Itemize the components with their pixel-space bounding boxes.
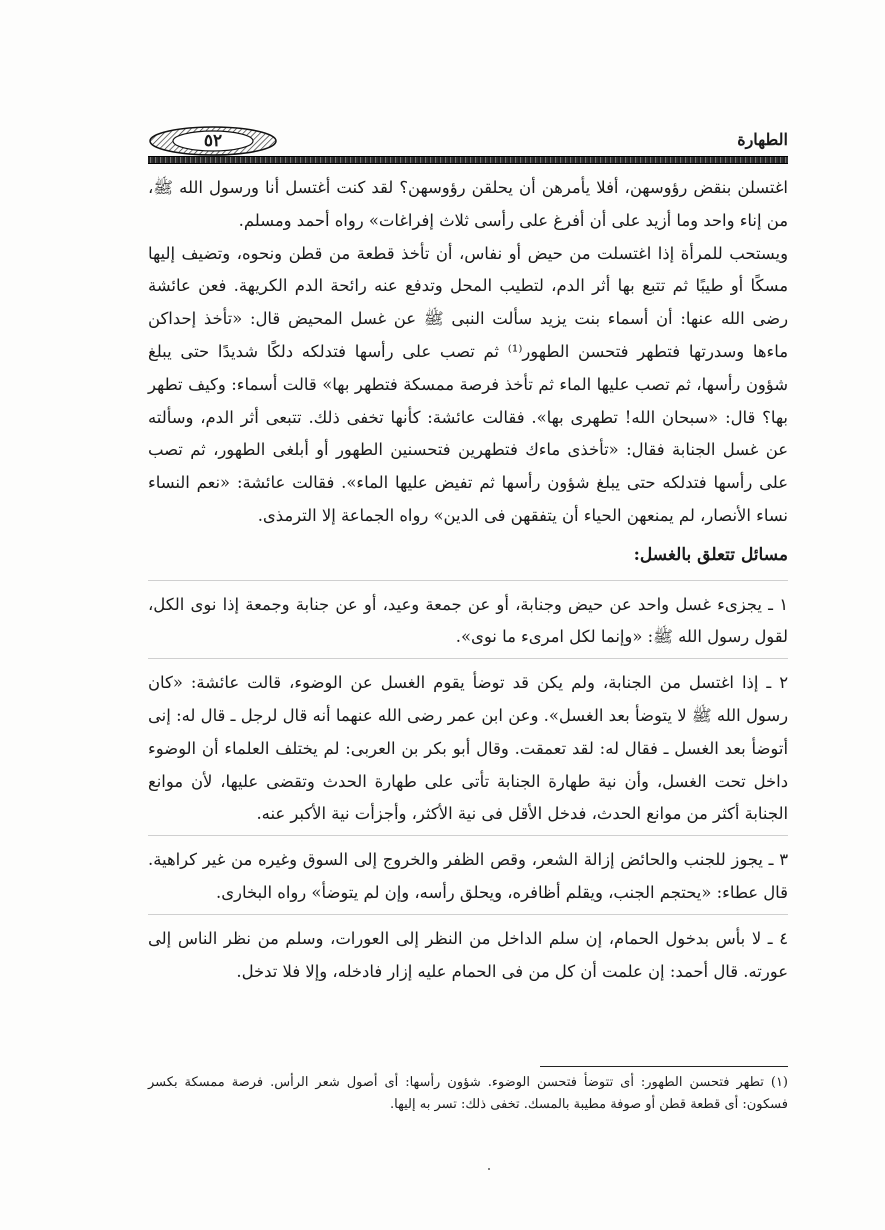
list-item-3: ٣ ـ يجوز للجنب والحائض إزالة الشعر، وقص الظفر والخروج إلى السوق وغيره من غير كراهية. قال عطاء: «يحتجم الجنب، ويقلم أظافره، ويحلق رأسه، وإن لم يتوضأ» رواه البخارى.: [148, 850, 788, 902]
divider: [148, 580, 788, 581]
footnote-1: (١) تطهر فتحسن الطهور: أى تتوضأ فتحسن الوضوء. شؤون رأسها: أى أصول شعر الرأس. فرصة ممسكة بكسر فسكون: أى قطعة قطن أو صوفة مطيبة بالمسك. تخفى ذلك: تسر به إليها.: [148, 1075, 788, 1112]
footnotes: [148, 1072, 788, 1116]
paragraph-hadith-continuation: اغتسلن بنقض رؤوسهن، أفلا يأمرهن أن يحلقن رؤوسهن؟ لقد كنت أغتسل أنا ورسول الله ﷺ، من إناء واحد وما أزيد على أن أفرغ على رأسى ثلاث إفراغات» رواه أحمد ومسلم.: [148, 178, 788, 230]
page-header: [148, 126, 788, 166]
main-text: [148, 172, 788, 988]
divider: [148, 835, 788, 836]
divider: [148, 658, 788, 659]
running-title: الطهارة: [737, 130, 788, 149]
header-rule: [148, 156, 788, 164]
paragraph-menstruation-wash: ويستحب للمرأة إذا اغتسلت من حيض أو نفاس، أن تأخذ قطعة من قطن ونحوه، وتضيف إليها مسكًا أو طيبًا ثم تتبع بها أثر الدم، لتطيب المحل وتدفع عنه رائحة الدم الكريهة. فعن عائشة رضى الله عنها: أن أسماء بنت يزيد سألت النبى ﷺ عن غسل المحيض قال: «تأخذ إحداكن ماءها وسدرتها فتطهر فتحسن الطهور⁽¹⁾ ثم تصب على رأسها فتدلكه دلكًا شديدًا حتى يبلغ شؤون رأسها، ثم تصب عليها الماء ثم تأخذ فرصة ممسكة فتطهر بها» قالت أسماء: وكيف تطهر بها؟ قال: «سبحان الله! تطهرى بها». فقالت عائشة: كأنها تخفى ذلك. تتبعى أثر الدم، وسألته عن غسل الجنابة فقال: «تأخذى ماءك فتطهرين فتحسنين الطهور أو أبلغى الطهور، ثم تصب على رأسها فتدلكه حتى يبلغ شؤون رأسها ثم تفيض عليها الماء». فقالت عائشة: «نعم النساء نساء الأنصار، لم يمنعهن الحياء أن يتفقهن فى الدين» رواه الجماعة إلا الترمذى.: [148, 243, 788, 525]
list-item-2: ٢ ـ إذا اغتسل من الجنابة، ولم يكن قد توضأ يقوم الغسل عن الوضوء، قالت عائشة: «كان رسول الله ﷺ لا يتوضأ بعد الغسل». وعن ابن عمر رضى الله عنهما أنه قال لرجل ـ قال له: إنى أتوضأ بعد الغسل ـ فقال له: لقد تعمقت. وقال أبو بكر بن العربى: لم يختلف العلماء أن الوضوء داخل تحت الغسل، وأن نية طهارة الجنابة تأتى على طهارة الحدث وتقضى عليها، لأن موانع الجنابة أكثر من موانع الحدث، فدخل الأقل فى نية الأكثر، وأجزأت نية الأكبر عنه.: [148, 673, 788, 824]
page-number-ornament: [148, 126, 278, 156]
section-heading: مسائل تتعلق بالغسل:: [633, 544, 788, 565]
page-number: ٥٢: [203, 131, 223, 151]
page-speck: [488, 1168, 490, 1170]
list-item-4: ٤ ـ لا بأس بدخول الحمام، إن سلم الداخل من النظر إلى العورات، وسلم من نظر الناس إلى عورته. قال أحمد: إن علمت أن كل من فى الحمام عليه إزار فادخله، وإلا فلا تدخل.: [148, 928, 788, 981]
divider: [148, 914, 788, 915]
list-item-1: ١ ـ يجزىء غسل واحد عن حيض وجنابة، أو عن جمعة وعيد، أو عن جنابة وجمعة إذا نوى الكل، لقول رسول الله ﷺ: «وإنما لكل امرىء ما نوى».: [148, 594, 788, 647]
footnote-separator: [540, 1066, 788, 1067]
